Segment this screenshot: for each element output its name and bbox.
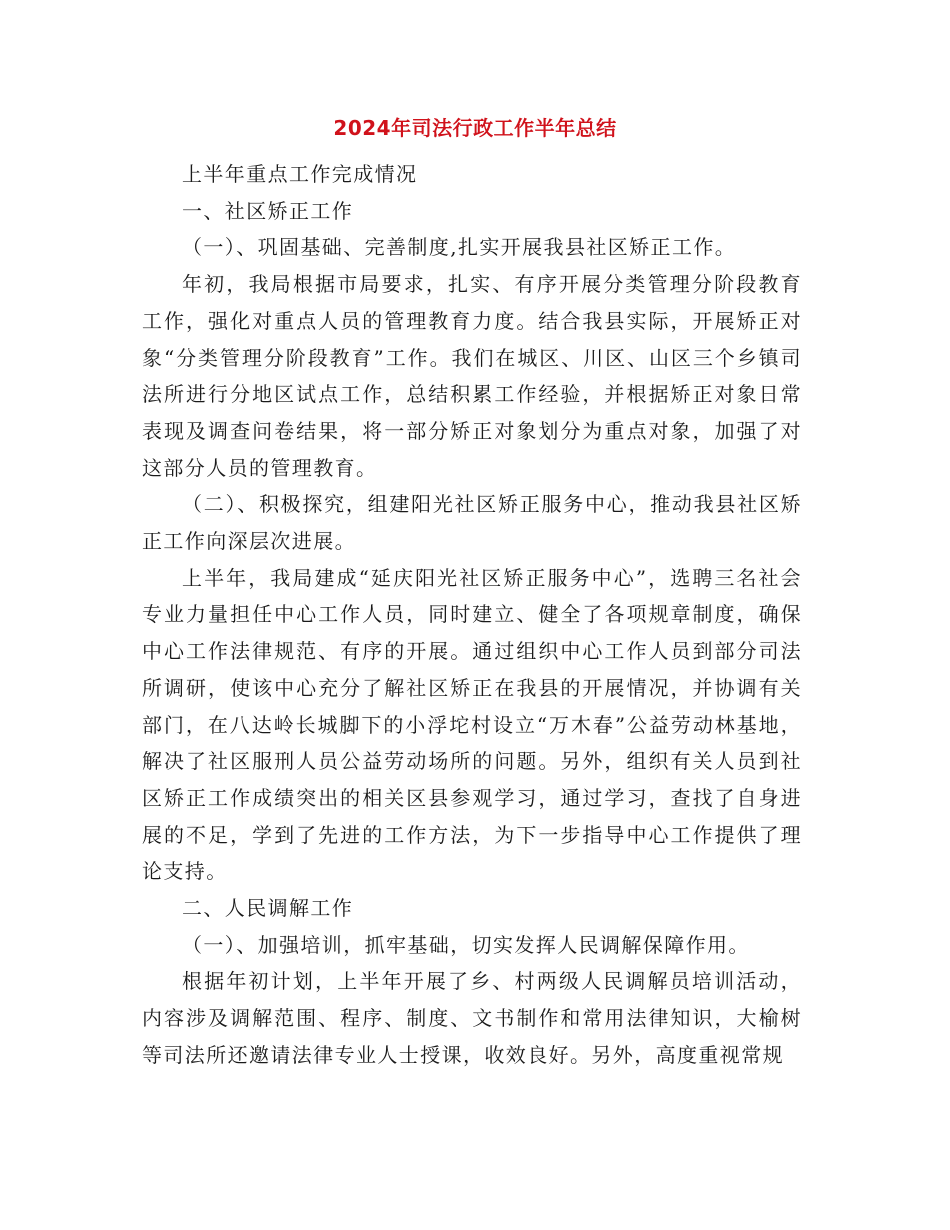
subsection-1-1-heading: （一）、巩固基础、完善制度,扎实开展我县社区矫正工作。 bbox=[182, 235, 737, 260]
document-body bbox=[142, 156, 802, 1074]
subsection-2-1-heading: （一）、加强培训，抓牢基础，切实发挥人民调解保障作用。 bbox=[182, 932, 750, 957]
section-community-correction-heading: 一、社区矫正工作 bbox=[182, 198, 354, 223]
paragraph-classified-management: 年初，我局根据市局要求，扎实、有序开展分类管理分阶段教育工作，强化对重点人员的管理教育力度。结合我县实际，开展矫正对象“分类管理分阶段教育”工作。我们在城区、川区、山区三个乡镇司法所进行分地区试点工作，总结积累工作经验，并根据矫正对象日常表现及调查问卷结果，将一部分矫正对象划分为重点对象，加强了对这部分人员的管理教育。 bbox=[142, 272, 802, 480]
paragraph-sunshine-center: 上半年，我局建成“延庆阳光社区矫正服务中心”，选聘三名社会专业力量担任中心工作人员，同时建立、健全了各项规章制度，确保中心工作法律规范、有序的开展。通过组织中心工作人员到部分司法所调研，使该中心充分了解社区矫正在我县的开展情况，并协调有关部门，在八达岭长城脚下的小浮坨村设立“万木春”公益劳动林基地，解决了社区服刑人员公益劳动场所的问题。另外，组织有关人员到社区矫正工作成绩突出的相关区县参观学习，通过学习，查找了自身进展的不足，学到了先进的工作方法，为下一步指导中心工作提供了理论支持。 bbox=[142, 565, 802, 884]
section-summary-heading: 上半年重点工作完成情况 bbox=[182, 162, 418, 186]
paragraph-mediator-training: 根据年初计划，上半年开展了乡、村两级人民调解员培训活动，内容涉及调解范围、程序、制度、文书制作和常用法律知识，大榆树等司法所还邀请法律专业人士授课，收效良好。另外，高度重视常规 bbox=[142, 969, 802, 1067]
subsection-1-2-heading: （二）、积极探究，组建阳光社区矫正服务中心，推动我县社区矫正工作向深层次进展。 bbox=[142, 492, 802, 554]
document-title: 2024年司法行政工作半年总结 bbox=[333, 116, 617, 140]
section-people-mediation-heading: 二、人民调解工作 bbox=[182, 896, 354, 921]
